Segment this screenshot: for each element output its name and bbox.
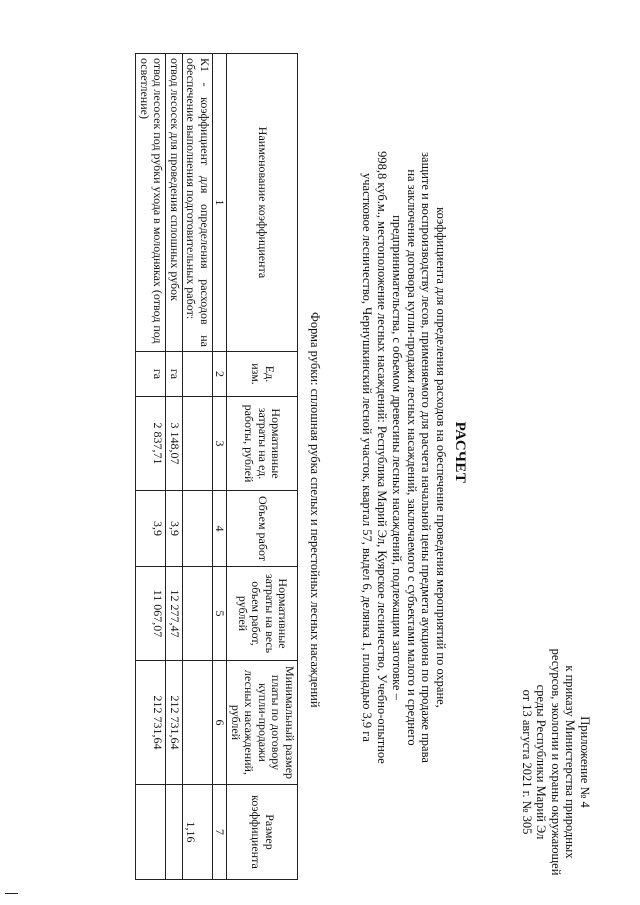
row-volume (183, 491, 213, 567)
header-cell-volume: Объем работ (227, 491, 298, 567)
row-min-payment: 212 731,64 (166, 661, 183, 785)
row-name: отвод лесосек для проведения сплошных рубок (166, 54, 183, 352)
subtitle-line: участковое лесничество, Чернушкинский лесной участок, квартал 57, выдел 6, делянка 1, площадью 3,9 га (360, 173, 375, 742)
row-norm-total (183, 567, 213, 661)
document-subtitle (360, 150, 448, 765)
appendix-line: от 13 августа 2021 г. № 305 (519, 689, 534, 835)
cutting-form-line: Форма рубки: сплошная рубка спелых и перестойных лесных насаждений (308, 312, 322, 708)
row-norm-unit: 3 148,07 (166, 397, 183, 491)
row-coef (136, 785, 166, 880)
header-cell-norm-unit: Нормативные затраты на ед. работы, рублей (227, 397, 298, 491)
header-cell-norm-total: Нормативные затраты на весь объем работ, рублей (227, 567, 298, 661)
subtitle-line: защите и воспроизводству лесов, применяемого для расчета начальной цены предмета аукциона по продаже права (419, 152, 434, 763)
table-row (183, 54, 213, 880)
column-number: 7 (213, 785, 228, 880)
appendix-line: ресурсов, экологии и охраны окружающей (548, 648, 563, 876)
header-cell-unit: Ед. изм. (227, 352, 298, 397)
subtitle-line: коэффициента для определения расходов на обеспечение проведения мероприятий по охране, (434, 207, 448, 708)
row-volume: 3,9 (166, 491, 183, 567)
column-number: 6 (213, 661, 228, 785)
scan-margin-mark (5, 893, 18, 894)
header-cell-name: Наименование коэффициента (227, 54, 298, 352)
row-unit: га (136, 352, 166, 397)
row-norm-total: 12 277,47 (166, 567, 183, 661)
column-number: 4 (213, 491, 228, 567)
header-cell-min-payment: Минимальный размер платы по договору купли-продажи лесных насаждений, рублей (227, 661, 298, 785)
appendix-line: среды Республики Марий Эл (534, 684, 549, 840)
row-volume: 3,9 (136, 491, 166, 567)
calculation-table (136, 53, 299, 880)
table-header-row (227, 54, 298, 880)
row-unit: га (166, 352, 183, 397)
row-name: К1 - коэффициент для определения расходов на обеспечение выполнения подготовительных работ: (183, 54, 213, 352)
column-number-row (213, 54, 228, 880)
document-title: РАСЧЕТ (452, 421, 468, 484)
subtitle-line: 998,8 куб.м., местоположение лесных насаждений: Республика Марий Эл, Куярское лесничество, Учебно-опытное (375, 151, 390, 764)
row-min-payment (183, 661, 213, 785)
column-number: 1 (213, 54, 228, 352)
row-coef (166, 785, 183, 880)
row-norm-total: 11 067,07 (136, 567, 166, 661)
column-number: 5 (213, 567, 228, 661)
subtitle-line: предпринимательства, с объемом древесины лесных насаждений, подлежащим заготовке – (389, 215, 404, 700)
row-norm-unit (183, 397, 213, 491)
row-unit (183, 352, 213, 397)
header-cell-coef: Размер коэффициента (227, 785, 298, 880)
row-norm-unit: 2 837,71 (136, 397, 166, 491)
column-number: 2 (213, 352, 228, 397)
row-coef: 1,16 (183, 785, 213, 880)
appendix-block (519, 637, 592, 887)
appendix-line: Приложение № 4 (578, 716, 592, 808)
appendix-line: к приказу Министерства природных (563, 665, 578, 859)
column-number: 3 (213, 397, 228, 491)
row-min-payment: 212 731,64 (136, 661, 166, 785)
row-name: отвод лесосек под рубки ухода в молодняках (отвод под осветление) (136, 54, 166, 352)
subtitle-line: на заключение договора купли-продажи лесных насаждений, заключаемого с субъектами малого и среднего (404, 169, 419, 746)
table-row (166, 54, 183, 880)
table-row (136, 54, 166, 880)
